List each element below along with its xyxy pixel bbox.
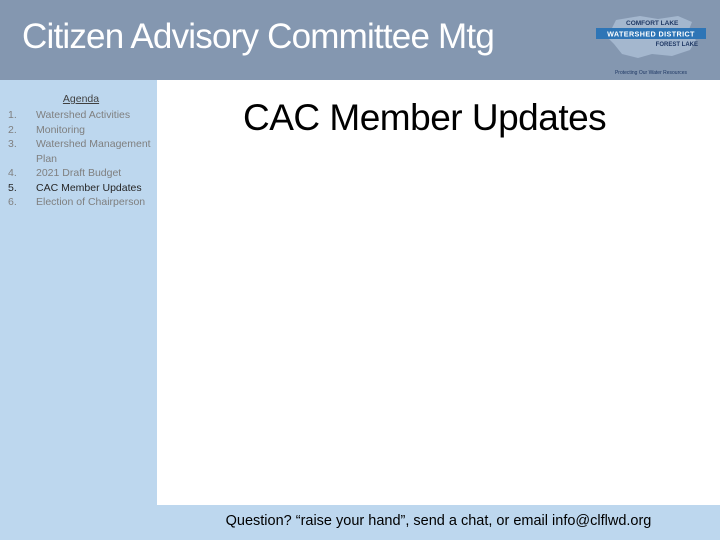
agenda-list: [8, 108, 154, 210]
footer-text: Question? “raise your hand”, send a chat, or email info@clflwd.org: [225, 513, 652, 529]
agenda-item-label: Monitoring: [36, 123, 86, 136]
agenda-item-number: 1.: [8, 109, 17, 121]
agenda-item: [8, 137, 154, 166]
agenda-item-number: 4.: [8, 167, 17, 179]
logo-line3: FOREST LAKE: [655, 42, 698, 48]
agenda-item: [8, 195, 154, 210]
slide-title: CAC Member Updates: [243, 97, 607, 138]
logo-line2: WATERSHED DISTRICT: [607, 29, 695, 39]
agenda-item: [8, 123, 154, 138]
logo-line1: COMFORT LAKE: [626, 20, 679, 27]
agenda-item-number: 5.: [8, 181, 17, 194]
slide-header-title: Citizen Advisory Committee Mtg: [22, 17, 494, 56]
agenda-item: [8, 166, 154, 181]
agenda-item-number: 2.: [8, 123, 17, 136]
agenda-item-label: Watershed Activities: [36, 109, 131, 121]
agenda-item-number: 6.: [8, 196, 17, 208]
agenda-item: [8, 108, 154, 123]
slide-header: [0, 0, 720, 80]
watershed-district-logo: [592, 14, 712, 76]
footer-bar: [157, 505, 720, 540]
agenda-item-label: 2021 Draft Budget: [36, 167, 122, 179]
agenda-item-number: 3.: [8, 138, 17, 150]
agenda-item: [8, 181, 154, 196]
agenda-item-label: CAC Member Updates: [36, 181, 142, 194]
logo-tagline: Protecting Our Water Resources: [614, 70, 688, 76]
agenda-title: Agenda: [62, 93, 100, 105]
agenda-item-label: Watershed Management Plan: [36, 138, 151, 165]
agenda-item-label: Election of Chairperson: [36, 196, 146, 208]
